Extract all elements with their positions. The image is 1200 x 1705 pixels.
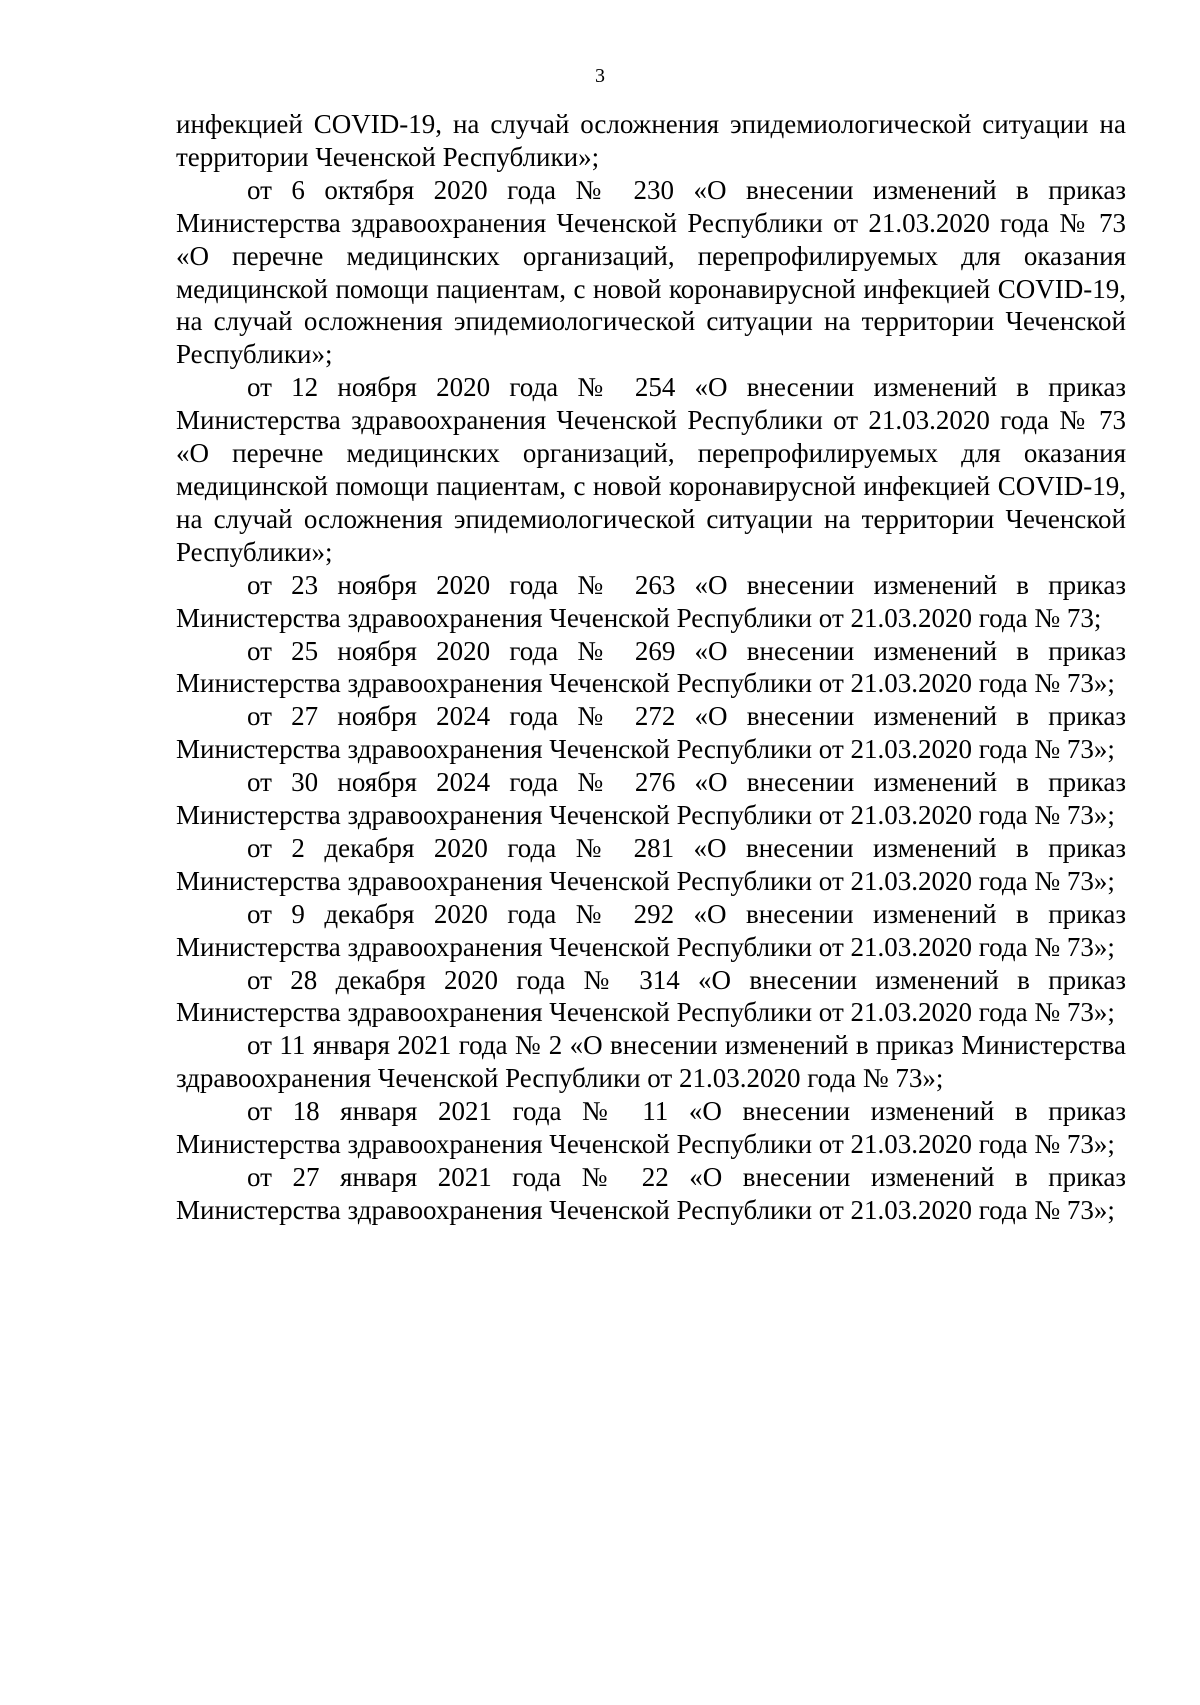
order-item-314: от 28 декабря 2020 года № 314 «О внесении изменений в приказ Министерства здравоохранения Чеченской Республики от 21.03.2020 года № 73»; (176, 964, 1126, 1028)
order-item-292: от 9 декабря 2020 года № 292 «О внесении изменений в приказ Министерства здравоохранения Чеченской Республики от 21.03.2020 года № 73»; (176, 898, 1126, 962)
order-item-272: от 27 ноября 2024 года № 272 «О внесении изменений в приказ Министерства здравоохранения Чеченской Республики от 21.03.2020 года № 73»; (176, 701, 1126, 765)
document-body (176, 108, 1126, 1227)
order-item-269: от 25 ноября 2020 года № 269 «О внесении изменений в приказ Министерства здравоохранения Чеченской Республики от 21.03.2020 года № 73»; (176, 635, 1126, 699)
paragraph-continuation: инфекцией COVID-19, на случай осложнения эпидемиологической ситуации на территории Чеченской Республики»; (176, 109, 1126, 172)
page-number: 3 (595, 65, 605, 87)
order-item-254: от 12 ноября 2020 года № 254 «О внесении изменений в приказ Министерства здравоохранения Чеченской Республики от 21.03.2020 года № 73 «О перечне медицинских организаций, перепрофилируемых для оказания медицинской помощи пациентам, с новой коронавирусной инфекцией COVID-19, на случай осложнения эпидемиологической ситуации на территории Чеченской Республики»; (176, 372, 1126, 567)
order-item-263: от 23 ноября 2020 года № 263 «О внесении изменений в приказ Министерства здравоохранения Чеченской Республики от 21.03.2020 года № 73; (176, 569, 1126, 633)
order-item-276: от 30 ноября 2024 года № 276 «О внесении изменений в приказ Министерства здравоохранения Чеченской Республики от 21.03.2020 года № 73»; (176, 767, 1126, 831)
order-item-230: от 6 октября 2020 года № 230 «О внесении изменений в приказ Министерства здравоохранения Чеченской Республики от 21.03.2020 года № 73 «О перечне медицинских организаций, перепрофилируемых для оказания медицинской помощи пациентам, с новой коронавирусной инфекцией COVID-19, на случай осложнения эпидемиологической ситуации на территории Чеченской Республики»; (176, 174, 1126, 370)
order-item-11: от 18 января 2021 года № 11 «О внесении изменений в приказ Министерства здравоохранения Чеченской Республики от 21.03.2020 года № 73»; (176, 1096, 1126, 1160)
order-item-2: от 11 января 2021 года № 2 «О внесении изменений в приказ Министерства здравоохранения Чеченской Республики от 21.03.2020 года № 73»; (176, 1030, 1126, 1094)
order-item-281: от 2 декабря 2020 года № 281 «О внесении изменений в приказ Министерства здравоохранения Чеченской Республики от 21.03.2020 года № 73»; (176, 832, 1126, 896)
order-item-22: от 27 января 2021 года № 22 «О внесении изменений в приказ Министерства здравоохранения Чеченской Республики от 21.03.2020 года № 73»; (176, 1162, 1126, 1225)
